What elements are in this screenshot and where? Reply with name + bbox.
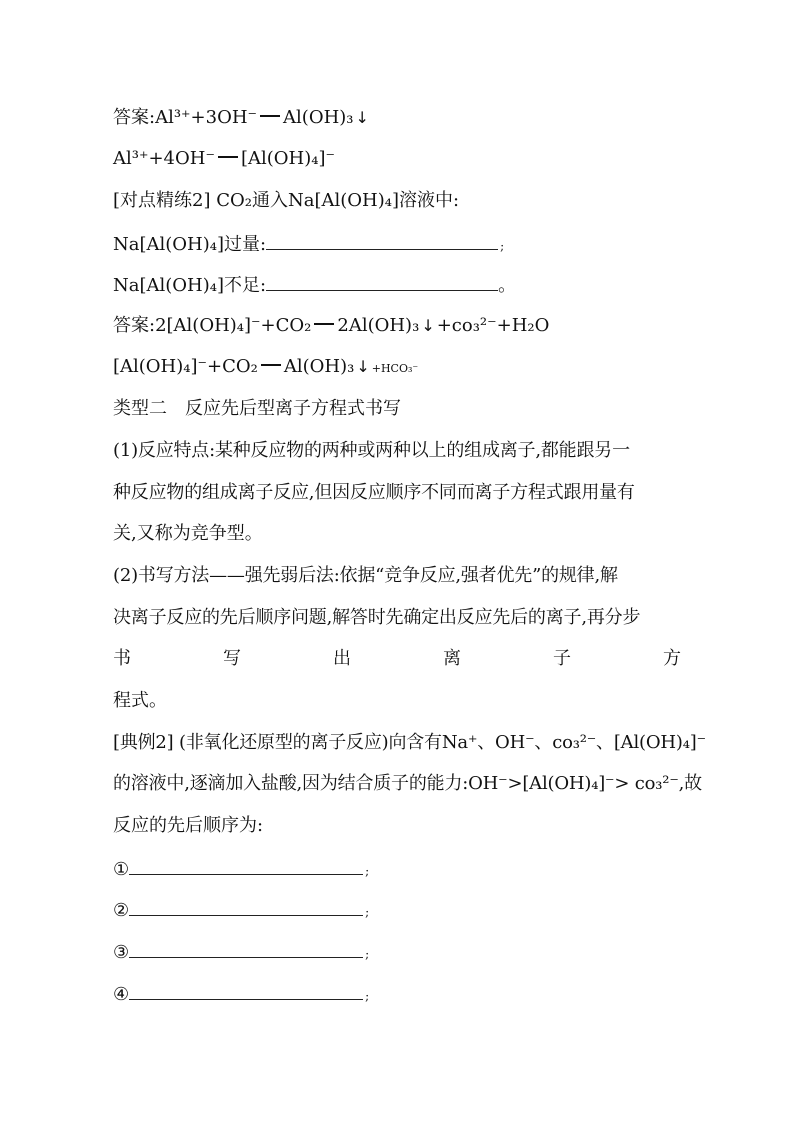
practice2-lack-row [113, 272, 516, 298]
paragraph1-line2: 种反应物的组成离子反应,但因反应顺序不同而离子方程式跟用量有 [113, 482, 635, 503]
precipitate-arrow-icon: ↓ [356, 357, 370, 376]
item-marker: ③ [113, 942, 130, 963]
answer-prefix: 答案: [113, 315, 156, 336]
item-marker: ① [113, 859, 130, 880]
spread-char: 子 [553, 648, 571, 669]
paragraph2-line1: (2)书写方法——强先弱后法:依据“竞争反应,强者优先”的规律,解 [113, 565, 618, 586]
equation-lhs: Al³⁺+3OH⁻ [155, 107, 258, 128]
answer-prefix: 答案: [113, 107, 156, 128]
practice2-excess-row [113, 231, 504, 258]
lack-label: Na[Al(OH)₄]不足: [113, 275, 267, 296]
lack-answer-blank[interactable] [266, 272, 498, 291]
section-title: 类型二 反应先后型离子方程式书写 [113, 398, 401, 419]
answer-blank-1[interactable] [129, 856, 363, 875]
equation-rhs: 2Al(OH)₃ [337, 315, 420, 336]
equation-rhs: [Al(OH)₄]⁻ [240, 148, 335, 169]
item-end: ; [365, 989, 370, 1003]
example2-line2: 的溶液中,逐滴加入盐酸,因为结合质子的能力:OH⁻>[Al(OH)₄]⁻> co₃²⁻,故 [113, 773, 702, 794]
practice2-heading: [对点精练2] CO₂通入Na[Al(OH)₄]溶液中: [113, 190, 460, 211]
equation-rhs: Al(OH)₃ [283, 107, 354, 128]
precipitate-arrow-icon: ↓ [421, 316, 435, 335]
excess-label: Na[Al(OH)₄]过量: [113, 234, 267, 255]
paragraph2-line4: 程式。 [113, 690, 167, 711]
answer-item-1 [113, 856, 369, 883]
spread-char: 书 [113, 648, 131, 669]
paragraph2-line3-spread [113, 647, 681, 671]
example2-line3: 反应的先后顺序为: [113, 815, 264, 836]
item-marker: ④ [113, 984, 130, 1005]
answer-item-2 [113, 897, 369, 924]
excess-answer-blank[interactable] [266, 231, 498, 250]
item-marker: ② [113, 900, 130, 921]
spread-char: 方 [663, 648, 681, 669]
equation-lhs: Al³⁺+4OH⁻ [113, 148, 215, 169]
spread-char: 写 [223, 648, 241, 669]
lack-end: 。 [498, 275, 517, 296]
precipitate-arrow-icon: ↓ [355, 108, 369, 127]
item-end: ; [365, 947, 370, 961]
answer1-equation2 [113, 147, 335, 171]
paragraph2-line2: 决离子反应的先后顺序问题,解答时先确定出反应先后的离子,再分步 [113, 607, 641, 628]
equation-rhs: Al(OH)₃ [283, 356, 355, 377]
answer-item-4 [113, 981, 369, 1008]
excess-end: ; [500, 239, 505, 253]
spread-char: 出 [333, 648, 351, 669]
answer-blank-4[interactable] [129, 981, 363, 1000]
answer-blank-3[interactable] [129, 939, 363, 958]
paragraph1-line1: (1)反应特点:某种反应物的两种或两种以上的组成离子,都能跟另一 [113, 440, 630, 461]
equation-lhs: [Al(OH)₄]⁻+CO₂ [113, 356, 258, 377]
answer-blank-2[interactable] [129, 897, 363, 916]
equation-lhs: 2[Al(OH)₄]⁻+CO₂ [155, 315, 312, 336]
equation-tail: +co₃²⁻+H₂O [436, 315, 550, 336]
answer-item-3 [113, 939, 369, 966]
item-end: ; [365, 905, 370, 919]
paragraph1-line3: 关,又称为竞争型。 [113, 523, 263, 544]
answer2-equation1 [113, 314, 549, 338]
item-end: ; [365, 864, 370, 878]
answer2-equation2 [113, 355, 418, 381]
example2-line1: [典例2] (非氧化还原型的离子反应)向含有Na⁺、OH⁻、co₃²⁻、[Al(OH)₄]⁻ [113, 732, 706, 753]
equation-tail: +HCO₃⁻ [371, 362, 419, 375]
spread-char: 离 [443, 648, 461, 669]
answer1-equation1 [113, 106, 371, 130]
